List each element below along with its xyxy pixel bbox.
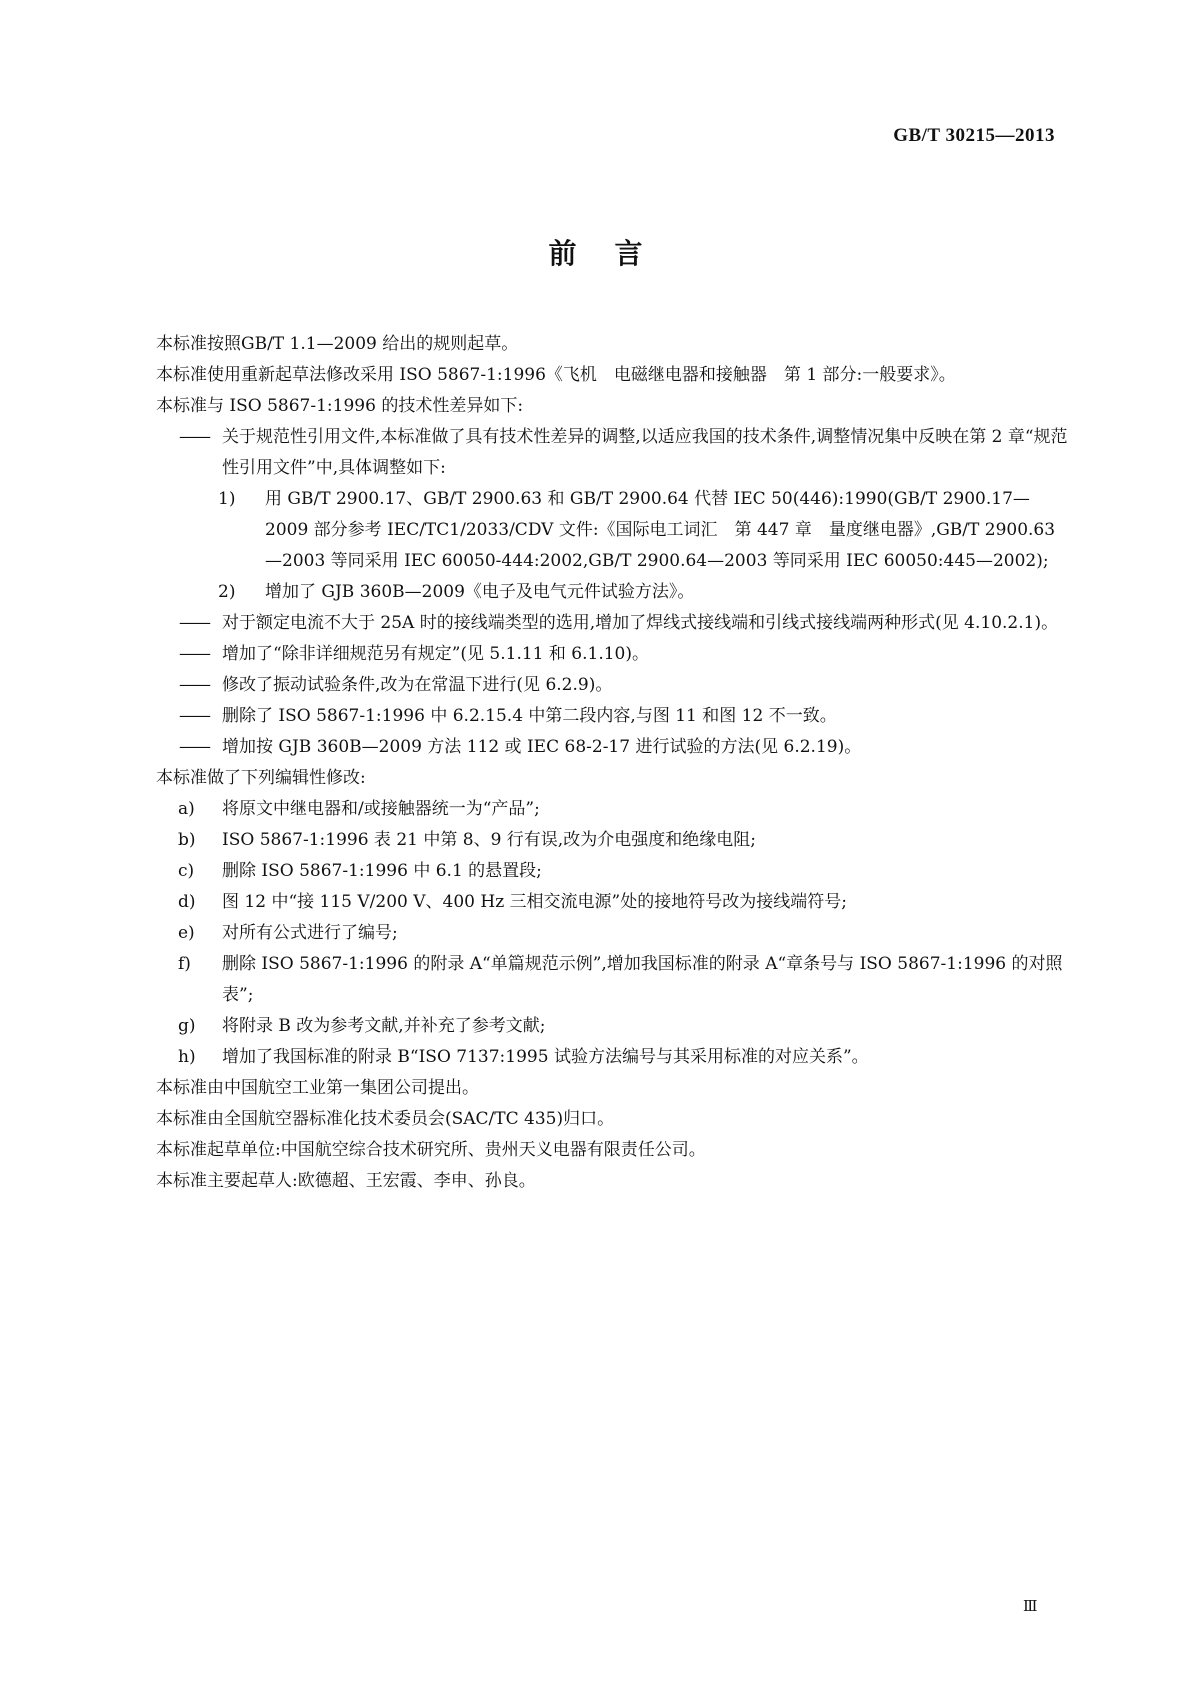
- list-item-text: ISO 5867-1:1996 表 21 中第 8、9 行有误,改为介电强度和绝缘电阻;: [222, 830, 756, 850]
- dash-marker: ——: [179, 737, 209, 757]
- paragraph: 本标准做了下列编辑性修改:: [156, 768, 366, 788]
- page-number: Ⅲ: [1023, 1599, 1038, 1615]
- list-item-text: 增加了我国标准的附录 B“ISO 7137:1995 试验方法编号与其采用标准的对应关系”。: [222, 1047, 869, 1067]
- list-item-text: 将附录 B 改为参考文献,并补充了参考文献;: [222, 1016, 546, 1036]
- paragraph: 本标准主要起草人:欧德超、王宏霞、李申、孙良。: [156, 1171, 536, 1191]
- paragraph: 本标准使用重新起草法修改采用 ISO 5867-1:1996《飞机 电磁继电器和接触器 第 1 部分:一般要求》。: [156, 365, 956, 385]
- page-title: 前言: [548, 237, 681, 270]
- lettered-list-item: [122, 918, 1070, 949]
- list-item-text: 删除 ISO 5867-1:1996 中 6.1 的悬置段;: [222, 861, 542, 881]
- lettered-list-item: [122, 856, 1070, 887]
- dash-marker: ——: [179, 427, 209, 447]
- dash-list-item: [122, 670, 1070, 701]
- list-item-text: 删除了 ISO 5867-1:1996 中 6.2.15.4 中第二段内容,与图 11 和图 12 不一致。: [222, 706, 837, 726]
- paragraph: 本标准按照GB/T 1.1—2009 给出的规则起草。: [156, 334, 519, 354]
- list-item-text: 对于额定电流不大于 25A 时的接线端类型的选用,增加了焊线式接线端和引线式接线端两种形式(见 4.10.2.1)。: [222, 613, 1059, 633]
- paragraph: 本标准起草单位:中国航空综合技术研究所、贵州天义电器有限责任公司。: [156, 1140, 706, 1160]
- list-marker: c): [178, 861, 195, 881]
- list-marker: 2): [218, 582, 236, 602]
- list-marker: f): [178, 954, 191, 974]
- list-item-text: 增加按 GJB 360B—2009 方法 112 或 IEC 68-2-17 进行试验的方法(见 6.2.19)。: [222, 737, 862, 757]
- dash-marker: ——: [179, 613, 209, 633]
- dash-list-item: [122, 639, 1070, 670]
- dash-list-item: [122, 701, 1070, 732]
- list-item-text: 增加了 GJB 360B—2009《电子及电气元件试验方法》。: [265, 582, 695, 602]
- numbered-list-item: [122, 577, 1070, 608]
- list-item-text: 增加了“除非详细规范另有规定”(见 5.1.11 和 6.1.10)。: [222, 644, 649, 664]
- dash-list-item: [122, 422, 1070, 484]
- list-marker: a): [178, 799, 195, 819]
- list-marker: 1): [218, 489, 236, 509]
- dash-marker: ——: [179, 644, 209, 664]
- dash-list-item: [122, 732, 1070, 763]
- dash-marker: ——: [179, 706, 209, 726]
- list-item-text: 将原文中继电器和/或接触器统一为“产品”;: [222, 799, 540, 819]
- dash-list-item: [122, 608, 1070, 639]
- list-item-text: 修改了振动试验条件,改为在常温下进行(见 6.2.9)。: [222, 675, 613, 695]
- lettered-list-item: [122, 794, 1070, 825]
- list-marker: e): [178, 923, 195, 943]
- numbered-list-item: [122, 484, 1070, 577]
- paragraph: 本标准由中国航空工业第一集团公司提出。: [156, 1078, 479, 1098]
- list-marker: d): [178, 892, 196, 912]
- lettered-list-item: [122, 825, 1070, 856]
- paragraph: 本标准由全国航空器标准化技术委员会(SAC/TC 435)归口。: [156, 1109, 615, 1129]
- list-item-text: 用 GB/T 2900.17、GB/T 2900.63 和 GB/T 2900.64 代替 IEC 50(446):1990(GB/T 2900.17—2009 部分参考 IEC/TC1/2033/CDV 文件:《国际电工词汇 第 447 章 量度继电器》,GB/T 2900.63—2003 等同采用 IEC 60050-444:2002,GB/T 2900.64—2003 等同采用 IEC 60050:445—2002);: [265, 489, 1056, 571]
- list-marker: h): [178, 1047, 196, 1067]
- dash-marker: ——: [179, 675, 209, 695]
- lettered-list-item: [122, 887, 1070, 918]
- list-marker: g): [178, 1016, 196, 1036]
- lettered-list-item: [122, 1042, 1070, 1073]
- paragraph: 本标准与 ISO 5867-1:1996 的技术性差异如下:: [156, 396, 524, 416]
- list-item-text: 图 12 中“接 115 V/200 V、400 Hz 三相交流电源”处的接地符号改为接线端符号;: [222, 892, 847, 912]
- list-item-text: 关于规范性引用文件,本标准做了具有技术性差异的调整,以适应我国的技术条件,调整情况集中反映在第 2 章“规范性引用文件”中,具体调整如下:: [222, 427, 1068, 478]
- list-item-text: 对所有公式进行了编号;: [222, 923, 398, 943]
- lettered-list-item: [122, 949, 1070, 1011]
- standard-number: GB/T 30215—2013: [893, 125, 1055, 146]
- lettered-list-item: [122, 1011, 1070, 1042]
- list-marker: b): [178, 830, 196, 850]
- foreword-body: [122, 329, 1070, 1197]
- list-item-text: 删除 ISO 5867-1:1996 的附录 A“单篇规范示例”,增加我国标准的附录 A“章条号与 ISO 5867-1:1996 的对照表”;: [222, 954, 1063, 1005]
